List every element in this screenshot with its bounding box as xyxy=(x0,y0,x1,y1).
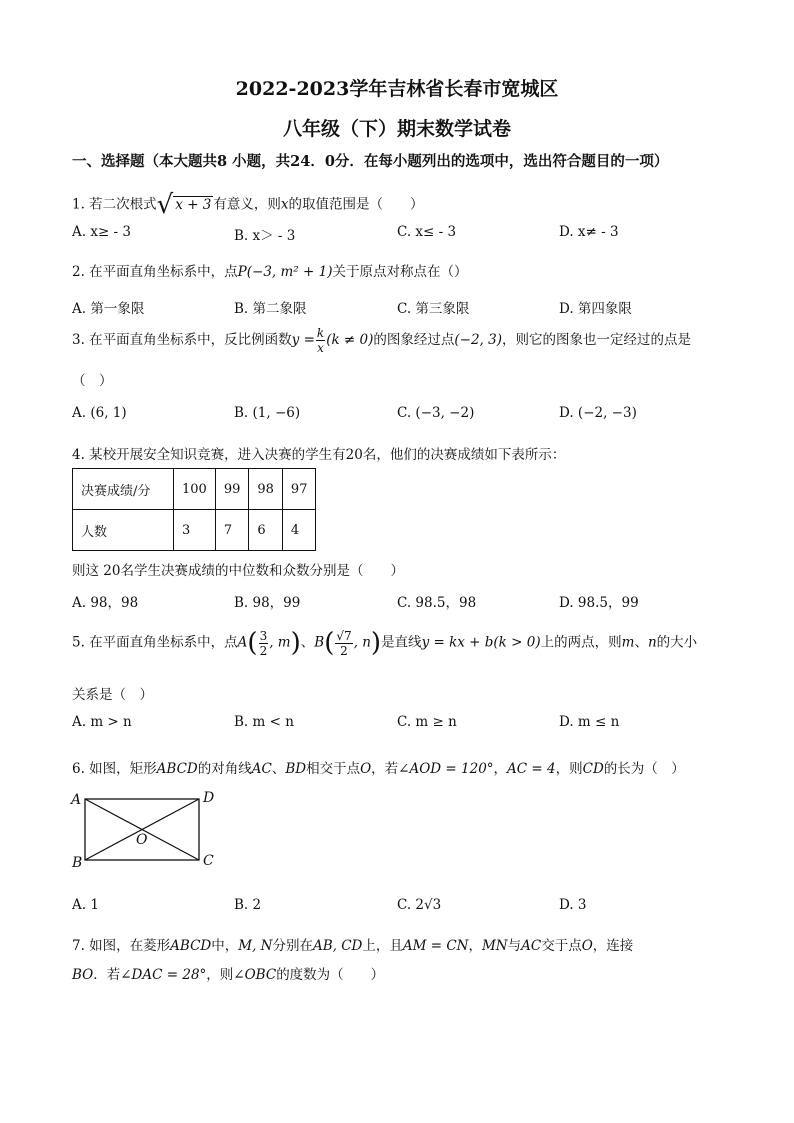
q4-question: 则这 20名学生决赛成绩的中位数和众数分别是（ ） xyxy=(72,563,404,579)
question-5 xyxy=(72,628,697,658)
q1-var: x xyxy=(280,196,289,213)
q5-n: n xyxy=(647,634,657,651)
q5-option-a[interactable]: A. m > n xyxy=(72,714,132,730)
table-cell: 3 xyxy=(174,510,216,551)
q5-option-d[interactable]: D. m ≤ n xyxy=(559,714,620,730)
figure-label-a: A xyxy=(71,792,82,808)
q3-point: (−2, 3) xyxy=(454,332,502,348)
question-1 xyxy=(72,190,423,220)
q7-mn: M, N xyxy=(238,938,273,954)
q5-b-num: √7 xyxy=(336,628,352,643)
q7-bo: BO xyxy=(72,967,94,983)
q7-target: ∠OBC xyxy=(233,967,277,983)
table-row xyxy=(73,510,316,551)
q6-rect: ABCD xyxy=(156,761,198,777)
q7-abcd: AB, CD xyxy=(312,938,363,954)
q1-text-mid: 有意义，则 xyxy=(213,196,281,213)
table-cell: 决赛成绩/分 xyxy=(73,469,174,510)
q7-a: 中， xyxy=(211,938,239,954)
q3-fraction xyxy=(316,326,325,355)
q5-point-a: A xyxy=(237,634,248,651)
q7-g: ，连接 xyxy=(592,938,634,954)
q3-option-c[interactable]: C. (−3, −2) xyxy=(397,405,475,421)
q2-option-c[interactable]: C. 第三象限 xyxy=(397,301,470,317)
q6-s3: 相交于点 xyxy=(306,761,361,777)
table-cell: 人数 xyxy=(73,510,174,551)
q5-option-b[interactable]: B. m < n xyxy=(234,714,294,730)
q7-mn2: MN xyxy=(481,938,508,954)
table-cell: 7 xyxy=(215,510,249,551)
q5-b-fraction xyxy=(335,629,352,658)
q6-s1: 的对角线 xyxy=(197,761,252,777)
q4-option-d[interactable]: D. 98.5，99 xyxy=(559,595,639,611)
q6-s6: ，则 xyxy=(555,761,583,777)
table-cell: 6 xyxy=(249,510,283,551)
q2-option-a[interactable]: A. 第一象限 xyxy=(72,301,145,317)
q5-text-end: 的大小 xyxy=(656,634,698,651)
q6-option-d[interactable]: D. 3 xyxy=(559,897,587,913)
figure-label-o: O xyxy=(136,832,148,848)
q5-point-b: B xyxy=(314,634,325,651)
q3-text: 3. 在平面直角坐标系中，反比例函数 xyxy=(72,332,292,348)
question-3 xyxy=(72,326,691,355)
table-row xyxy=(73,469,316,510)
q3-numerator: k xyxy=(316,326,325,340)
q7-f: 交于点 xyxy=(541,938,582,954)
q5-a-tail: , m xyxy=(269,634,291,651)
q5-option-c[interactable]: C. m ≥ n xyxy=(397,714,457,730)
q6-s5: ， xyxy=(493,761,508,777)
q7-eq: AM = CN xyxy=(402,938,469,954)
q7-e: 与 xyxy=(507,938,522,954)
q5-line2: 关系是（ ） xyxy=(72,687,153,703)
q3-option-a[interactable]: A. (6, 1) xyxy=(72,405,127,421)
q5-b-den: 2 xyxy=(340,643,348,658)
question-7 xyxy=(72,934,633,954)
q5-text-post: 上的两点，则 xyxy=(540,634,622,651)
q6-s4: ，若 xyxy=(371,761,399,777)
q7-d: ， xyxy=(468,938,482,954)
q1-text-post: 的取值范围是（ ） xyxy=(288,196,424,213)
table-cell: 97 xyxy=(282,469,316,510)
q1-option-d[interactable]: D. x≠ - 3 xyxy=(559,224,619,240)
sqrt-icon: √ xyxy=(156,190,174,220)
q7-rhombus: ABCD xyxy=(170,938,212,954)
question-7-line2 xyxy=(72,963,384,983)
paren-icon: ) xyxy=(290,628,301,658)
q7-c: 上，且 xyxy=(362,938,403,954)
q6-option-a[interactable]: A. 1 xyxy=(72,897,99,913)
q6-cd: CD xyxy=(582,761,604,777)
score-table xyxy=(72,468,316,551)
q3-condition: (k ≠ 0) xyxy=(326,332,374,348)
q7-o: O xyxy=(581,938,593,954)
q5-a-num: 3 xyxy=(259,628,268,643)
table-cell: 99 xyxy=(215,469,249,510)
q1-option-a[interactable]: A. x≥ - 3 xyxy=(72,224,131,240)
q4-option-b[interactable]: B. 98，99 xyxy=(234,595,301,611)
q5-a-fraction xyxy=(259,629,269,658)
q2-text-post: 关于原点对称点在（） xyxy=(332,264,468,280)
table-cell: 100 xyxy=(174,469,216,510)
q5-sep: 、 xyxy=(300,634,315,651)
q3-text-mid: 的图象经过点 xyxy=(373,332,455,348)
q1-option-c[interactable]: C. x≤ - 3 xyxy=(397,224,457,240)
q3-line2: （ ） xyxy=(72,373,113,389)
q2-option-b[interactable]: B. 第二象限 xyxy=(234,301,307,317)
exam-title-line1: 2022-2023学年吉林省长春市宽城区 xyxy=(235,78,559,100)
section-heading: 一、选择题（本大题共8 小题，共24．0分．在每小题列出的选项中，选出符合题目的一项） xyxy=(72,153,669,170)
q4-option-c[interactable]: C. 98.5，98 xyxy=(397,595,477,611)
q7-ac: AC xyxy=(521,938,542,954)
paren-icon: ) xyxy=(370,628,382,658)
q3-text-post: ，则它的图象也一定经过的点是 xyxy=(502,332,691,348)
rectangle-figure xyxy=(84,797,202,863)
q2-text: 2. 在平面直角坐标系中，点 xyxy=(72,264,238,280)
paren-icon: ( xyxy=(324,628,335,658)
exam-title-line2: 八年级（下）期末数学试卷 xyxy=(282,118,511,140)
q3-lhs: y = xyxy=(291,332,315,348)
q6-angle: ∠AOD = 120° xyxy=(398,761,494,777)
q6-ac: AC xyxy=(251,761,272,777)
q6-text: 6. 如图，矩形 xyxy=(72,761,157,777)
q6-s7: 的长为（ ） xyxy=(603,761,685,777)
q7-b: 分别在 xyxy=(272,938,313,954)
figure-label-c: C xyxy=(203,853,214,869)
q6-option-c[interactable]: C. 2√3 xyxy=(397,897,442,913)
q6-bd: BD xyxy=(285,761,307,777)
q7-l2b: ，则 xyxy=(206,967,234,983)
q5-text-mid: 是直线 xyxy=(381,634,422,651)
q5-b-tail: , n xyxy=(353,634,371,651)
question-4: 4. 某校开展安全知识竞赛，进入决赛的学生有20名，他们的决赛成绩如下表所示： xyxy=(72,447,566,463)
question-6 xyxy=(72,757,685,777)
q6-s2: 、 xyxy=(271,761,286,777)
figure-label-b: B xyxy=(72,855,83,871)
q5-line-eq: y = kx + b(k > 0) xyxy=(421,634,541,651)
q7-angle: ∠DAC = 28° xyxy=(120,967,207,983)
table-cell: 4 xyxy=(282,510,316,551)
q6-option-b[interactable]: B. 2 xyxy=(234,897,262,913)
q7-l2c: 的度数为（ ） xyxy=(276,967,385,983)
q7-text: 7. 如图，在菱形 xyxy=(72,938,171,954)
q5-a-den: 2 xyxy=(259,643,268,658)
q1-radicand: x + 3 xyxy=(175,196,212,213)
q7-l2a: ．若 xyxy=(93,967,121,983)
q3-option-b[interactable]: B. (1, −6) xyxy=(234,405,301,421)
q4-option-a[interactable]: A. 98，98 xyxy=(72,595,139,611)
table-cell: 98 xyxy=(249,469,283,510)
q5-text: 5. 在平面直角坐标系中，点 xyxy=(72,634,238,651)
paren-icon: ( xyxy=(247,628,258,658)
q1-text: 1. 若二次根式 xyxy=(72,196,157,213)
question-2 xyxy=(72,260,467,280)
q2-point: P(−3, m² + 1) xyxy=(237,264,333,280)
q3-denominator: x xyxy=(317,341,324,355)
q2-option-d[interactable]: D. 第四象限 xyxy=(559,301,632,317)
q6-aclen: AC = 4 xyxy=(507,761,556,777)
q5-comma: 、 xyxy=(634,634,648,651)
q6-o: O xyxy=(360,761,372,777)
q3-option-d[interactable]: D. (−2, −3) xyxy=(559,405,637,421)
q1-option-b[interactable]: B. x＞ - 3 xyxy=(234,228,296,244)
figure-label-d: D xyxy=(203,790,215,806)
q5-m: m xyxy=(621,634,635,651)
